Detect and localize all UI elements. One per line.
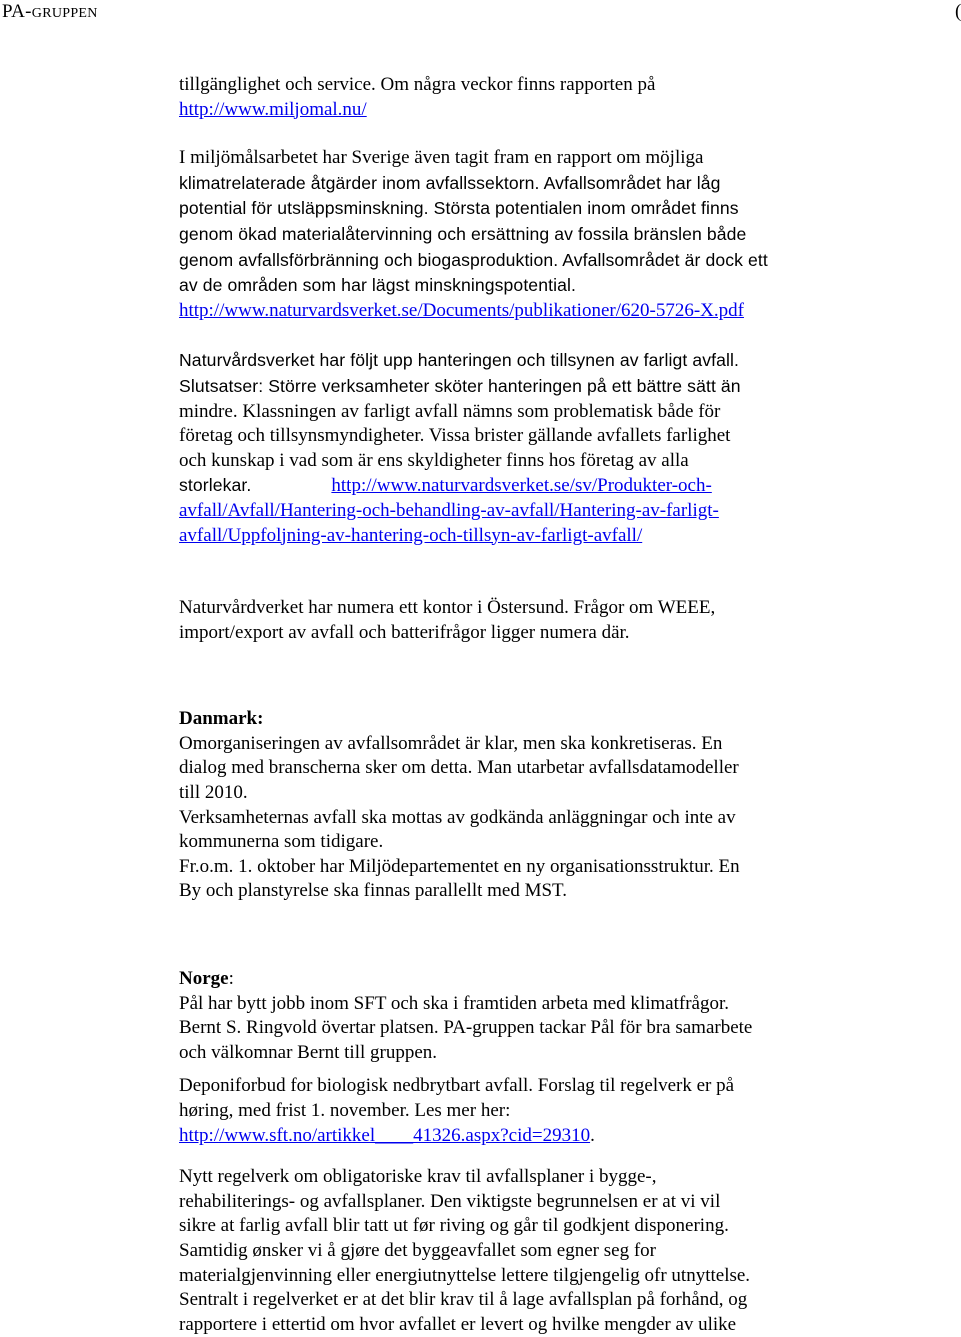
text-line: genom ökad materialåtervinning och ersättning av fossila bränslen både [179, 223, 747, 244]
text-line: rehabiliterings- og avfallsplaner. Den viktigste begrunnelsen er at vi vil [179, 1190, 721, 1212]
heading-danmark: Danmark: [179, 708, 264, 730]
text-line: sikre at farlig avfall blir tatt ut før riving og går til godkjent disponering. [179, 1215, 729, 1237]
text-line: mindre. Klassningen av farligt avfall nämns som problematisk både för [179, 400, 721, 422]
text-line: och välkomnar Bernt till gruppen. [179, 1041, 438, 1063]
heading-norge-colon: : [228, 968, 234, 990]
header-rest: GRUPPEN [31, 6, 98, 21]
text-line: Deponiforbud for biologisk nedbrytbart avfall. Forslag til regelverk er på [179, 1075, 735, 1097]
text-line: av de områden som har lägst minskningspotential. [179, 275, 576, 296]
text-line: Samtidig ønsker vi å gjøre det byggeavfallet som egner seg for [179, 1239, 656, 1261]
link-miljomal[interactable]: http://www.miljomal.nu/ [179, 98, 367, 120]
link-farligt-avfall-part3[interactable]: avfall/Uppfoljning-av-hantering-och-tillsyn-av-farligt-avfall/ [179, 524, 643, 546]
text-line: By och planstyrelse ska finnas parallellt med MST. [179, 880, 568, 902]
link-farligt-avfall-part2[interactable]: avfall/Avfall/Hantering-och-behandling-av-avfall/Hantering-av-farligt- [179, 499, 719, 521]
text-line: och kunskap i vad som är ens skyldigheter finns hos företag av alla [179, 449, 689, 471]
section-danmark [179, 707, 839, 904]
text-line: materialgjenvinning eller energiutnyttelse lettere tilgjengelig ofr utnyttelse. [179, 1264, 751, 1286]
paragraph-klimat [179, 146, 839, 323]
section-norge [179, 967, 839, 1065]
text-line: storlekar. [179, 475, 252, 496]
text-period: . [590, 1124, 595, 1146]
text-line: import/export av avfall och batterifrågor ligger numera där. [179, 621, 630, 643]
text-line: potential för utsläppsminskning. Största potentialen inom området finns [179, 198, 739, 219]
page-header-fragment: ( [955, 1, 961, 22]
heading-norge: Norge [179, 968, 229, 990]
text-line: dialog med branscherna sker om detta. Man utarbetar avfallsdatamodeller [179, 757, 739, 779]
text-line: till 2010. [179, 782, 248, 804]
paragraph-deponiforbud [179, 1074, 839, 1148]
paragraph-miljomal [179, 73, 839, 122]
text-line: Bernt S. Ringvold övertar platsen. PA-gruppen tackar Pål för bra samarbete [179, 1017, 753, 1039]
header-initial: PA- [2, 1, 32, 22]
text-line: Fr.o.m. 1. oktober har Miljödepartementet en ny organisationsstruktur. En [179, 855, 740, 877]
link-sft-artikkel[interactable]: http://www.sft.no/artikkel____41326.aspx?cid=29310 [179, 1124, 591, 1146]
text-line: tillgänglighet och service. Om några veckor finns rapporten på [179, 74, 656, 95]
text-line: Naturvårdverket har numera ett kontor i Östersund. Frågor om WEEE, [179, 597, 716, 619]
link-naturvardsverket-pdf[interactable]: http://www.naturvardsverket.se/Documents/publikationer/620-5726-X.pdf [179, 299, 744, 321]
text-line: kommunerna som tidigare. [179, 831, 384, 853]
text-line: företag och tillsynsmyndigheter. Vissa brister gällande avfallets farlighet [179, 425, 731, 447]
text-line: Slutsatser: Större verksamheter sköter hanteringen på ett bättre sätt än [179, 375, 741, 396]
text-line: Naturvårdsverket har följt upp hanteringen och tillsynen av farligt avfall. [179, 350, 740, 371]
paragraph-regelverk [179, 1165, 839, 1337]
document-body [179, 73, 839, 1337]
text-line: høring, med frist 1. november. Les mer her: [179, 1100, 511, 1121]
text-line: Pål har bytt jobb inom SFT och ska i framtiden arbeta med klimatfrågor. [179, 992, 730, 1014]
text-line: klimatrelaterade åtgärder inom avfallssektorn. Avfallsområdet har låg [179, 172, 721, 193]
link-farligt-avfall-part1[interactable]: http://www.naturvardsverket.se/sv/Produkter-och- [331, 475, 712, 497]
page-header-title [2, 1, 98, 23]
paragraph-farligt-avfall [179, 348, 839, 548]
paragraph-ostersund [179, 596, 839, 645]
text-line: genom avfallsförbränning och biogasproduktion. Avfallsområdet är dock ett [179, 249, 768, 270]
text-line: Verksamheternas avfall ska mottas av godkända anläggningar och inte av [179, 806, 736, 828]
text-line: Sentralt i regelverket er at det blir krav til å lage avfallsplan på forhånd, og [179, 1289, 748, 1311]
text-line: I miljömålsarbetet har Sverige även tagit fram en rapport om möjliga [179, 147, 704, 169]
text-line: rapportere i ettertid om hvor avfallet er levert og hvilke mengder av ulike [179, 1313, 737, 1335]
text-line: Omorganiseringen av avfallsområdet är klar, men ska konkretiseras. En [179, 732, 723, 754]
text-line: Nytt regelverk om obligatoriske krav til avfallsplaner i bygge-, [179, 1166, 657, 1188]
